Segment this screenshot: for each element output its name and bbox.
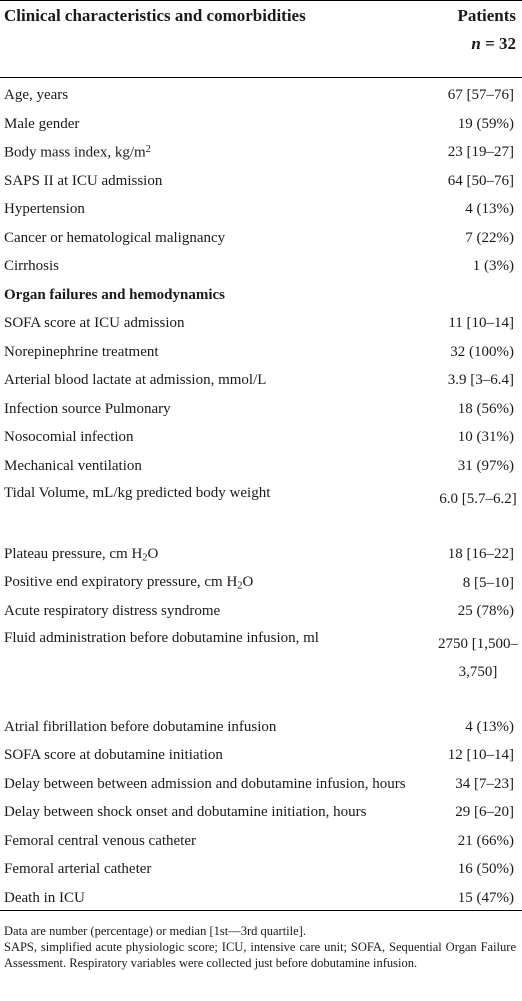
table-row: [0, 310, 522, 339]
table-row: [0, 598, 522, 627]
row-value: 19 (59%): [457, 115, 514, 132]
table-row: [0, 856, 522, 885]
row-label: Cancer or hematological malignancy: [4, 229, 226, 246]
table-row: [0, 367, 522, 396]
row-label: Positive end expiratory pressure, cm $H_2O$: [4, 574, 254, 593]
row-label: Atrial fibrillation before dobutamine infusion: [4, 718, 277, 735]
header-patients: [418, 2, 522, 77]
table-row: [0, 884, 522, 913]
row-label: Femoral central venous catheter: [4, 832, 196, 849]
row-label: Plateau pressure, cm $H_2O$: [4, 545, 159, 564]
table-row: [0, 626, 522, 713]
row-value: 64 [50–76]: [447, 172, 514, 189]
row-value: 18 (56%): [457, 400, 514, 417]
table-row: [0, 253, 522, 282]
row-label: Norepinephrine treatment: [4, 343, 159, 360]
row-value: 18 [16–22]: [447, 546, 514, 563]
row-value: 4 (13%): [465, 718, 514, 735]
row-label: Mechanical ventilation: [4, 457, 142, 474]
footnote-data-format: Data are number (percentage) or median [1st—3rd quartile].: [4, 924, 306, 938]
table-row: [0, 713, 522, 742]
row-label: Femoral arterial catheter: [4, 861, 152, 878]
row-value: 34 [7–23]: [455, 775, 514, 792]
table-row: [0, 338, 522, 367]
header-patients-n: n = 32: [471, 34, 516, 53]
table-row: [0, 196, 522, 225]
row-label: Delay between between admission and dobutamine infusion, hours: [4, 775, 406, 792]
row-value: 10 (31%): [457, 429, 514, 446]
row-value: 3.9 [3–6.4]: [447, 372, 514, 389]
row-label: Fluid administration before dobutamine infusion, ml: [4, 630, 319, 646]
row-label: Body mass index, $kg/m^2$: [4, 143, 151, 161]
section-heading: Organ failures and hemodynamics: [4, 286, 225, 303]
row-label: Hypertension: [4, 201, 85, 218]
footnote-abbreviations: SAPS, simplified acute physiologic score; ICU, intensive care unit; SOFA, Sequential Organ Failure Assessment. Respiratory variables were collected just before dobutamine infusion.: [4, 940, 516, 970]
table-footnotes: [0, 923, 516, 971]
row-label: Tidal Volume, mL/kg predicted body weight: [4, 484, 271, 501]
table-row: [0, 139, 522, 168]
row-value: 32 (100%): [450, 343, 514, 360]
table-row: [0, 481, 522, 541]
table-row: [0, 827, 522, 856]
table-row: [0, 167, 522, 196]
table-row: [0, 424, 522, 453]
row-value: 21 (66%): [457, 832, 514, 849]
row-label: Age, years: [4, 87, 69, 104]
row-label: Death in ICU: [4, 889, 85, 906]
header-row: [0, 2, 522, 77]
row-label: SAPS II at ICU admission: [4, 172, 163, 189]
row-value: 29 [6–20]: [455, 804, 514, 821]
row-value: 25 (78%): [457, 603, 514, 620]
table-row: [0, 77, 522, 110]
characteristics-table: [0, 2, 522, 913]
row-label: Infection source Pulmonary: [4, 400, 171, 417]
row-value: 23 [19–27]: [447, 144, 514, 161]
table-row: [0, 770, 522, 799]
header-patients-label: Patients: [457, 6, 516, 25]
row-value: 67 [57–76]: [447, 87, 514, 104]
row-label: Nosocomial infection: [4, 429, 134, 446]
table-row: [0, 224, 522, 253]
row-label: SOFA score at ICU admission: [4, 315, 185, 332]
table-row: [0, 452, 522, 481]
table-row: [0, 742, 522, 771]
row-label: Male gender: [4, 115, 80, 132]
row-value: 16 (50%): [457, 861, 514, 878]
top-rule: [0, 0, 522, 1]
header-characteristics: Clinical characteristics and comorbidities: [4, 6, 306, 25]
section-heading-row: [0, 281, 522, 310]
table-row: [0, 799, 522, 828]
row-label: Acute respiratory distress syndrome: [4, 603, 221, 620]
table-row: [0, 541, 522, 570]
table-row: [0, 569, 522, 598]
row-value: 1 (3%): [472, 258, 514, 275]
row-value: 31 (97%): [457, 457, 514, 474]
row-value: 4 (13%): [465, 201, 514, 218]
row-value: 7 (22%): [465, 229, 514, 246]
table-row: [0, 110, 522, 139]
row-value: 15 (47%): [457, 889, 514, 906]
row-label: SOFA score at dobutamine initiation: [4, 747, 223, 764]
table-row: [0, 395, 522, 424]
row-value: 12 [10–14]: [447, 747, 514, 764]
row-value: [418, 281, 522, 310]
row-value: 6.0 [5.7–6.2]: [439, 490, 517, 507]
row-value: 11 [10–14]: [448, 315, 514, 332]
row-value: 8 [5–10]: [462, 574, 514, 591]
row-label: Arterial blood lactate at admission, mmol/L: [4, 372, 267, 389]
row-value: 2750 [1,500–3,750]: [438, 636, 518, 680]
bottom-rule: [0, 910, 522, 911]
row-label: Delay between shock onset and dobutamine initiation, hours: [4, 804, 367, 821]
row-label: Cirrhosis: [4, 258, 60, 275]
